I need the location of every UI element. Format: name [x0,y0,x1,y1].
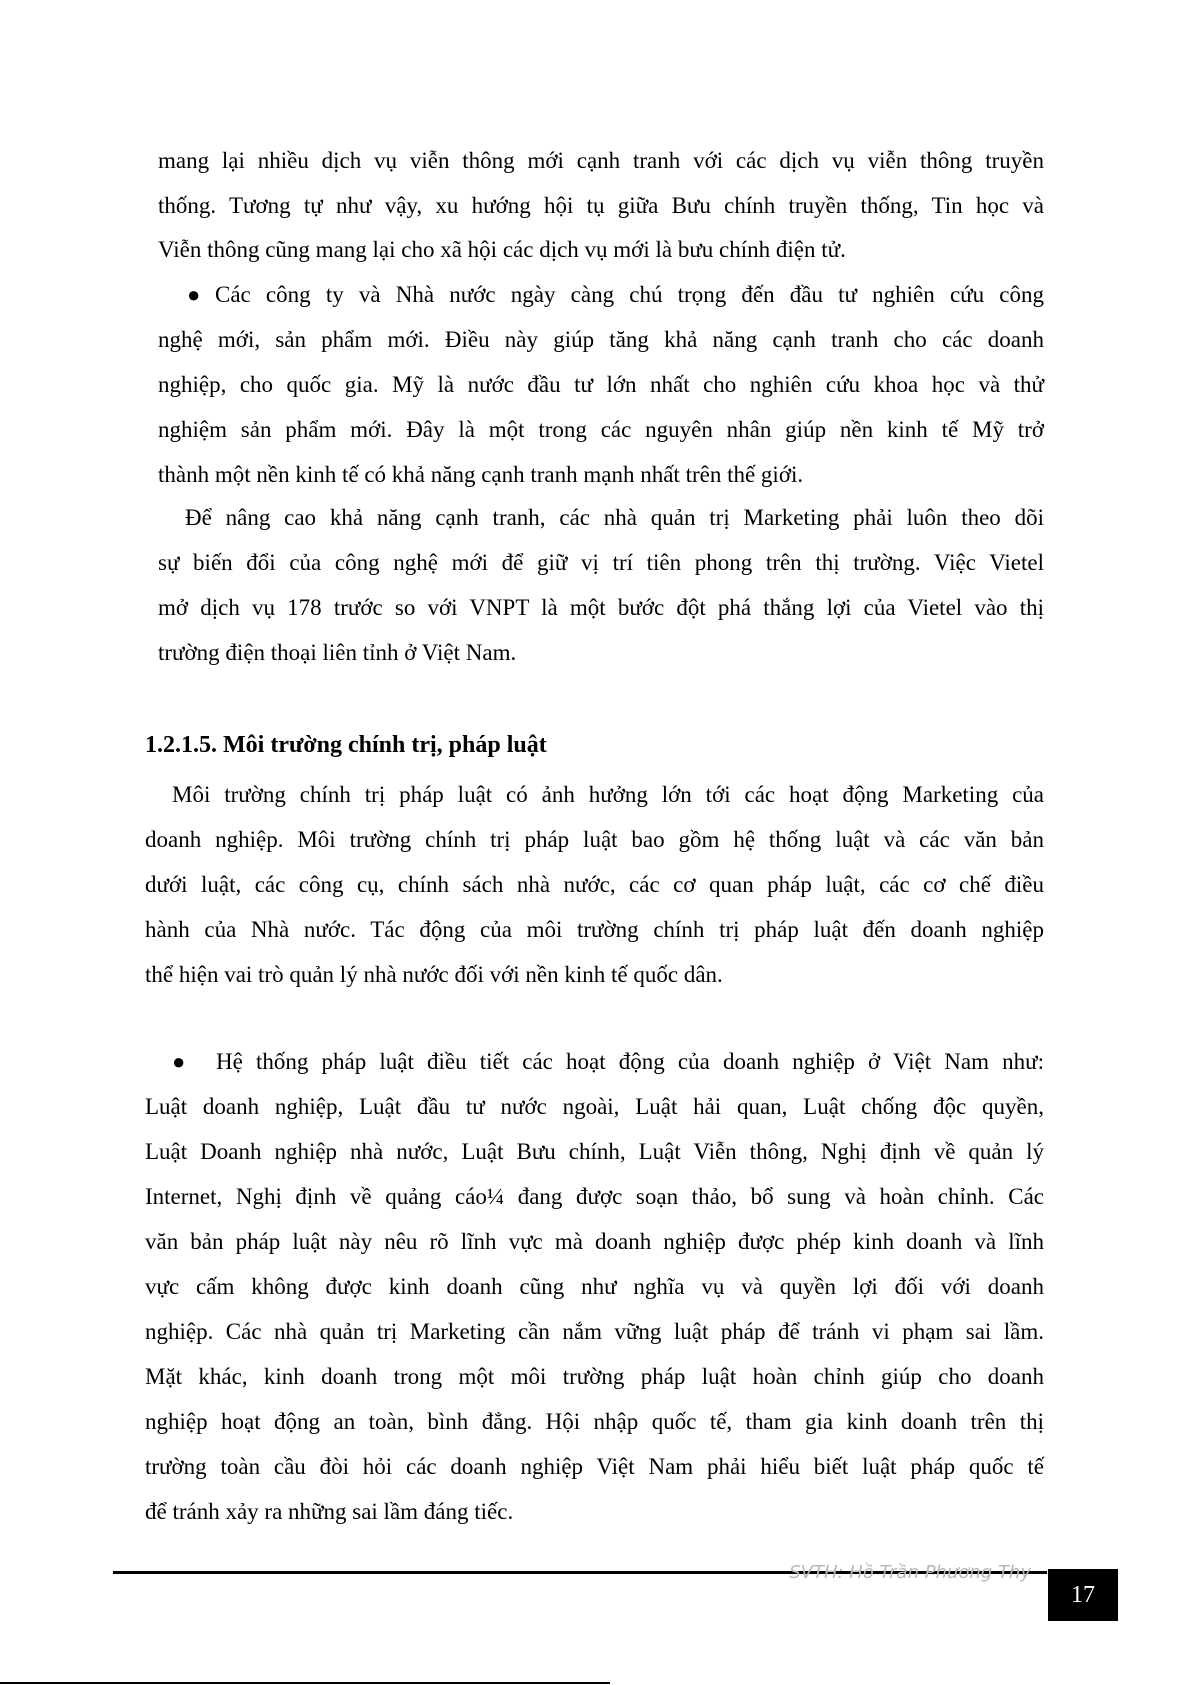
paragraph-line: Hệ thống pháp luật điều tiết các hoạt động của doanh nghiệp ở Việt Nam như: [216,1049,1044,1074]
paragraph-line: Viễn thông cũng mang lại cho xã hội các dịch vụ mới là bưu chính điện tử. [158,237,846,262]
page-number: 17 [1048,1569,1118,1621]
section-heading: 1.2.1.5. Môi trường chính trị, pháp luật [145,732,547,758]
paragraph-line: để tránh xảy ra những sai lầm đáng tiếc. [145,1499,514,1524]
paragraph-line: nghệ mới, sản phẩm mới. Điều này giúp tăng khả năng cạnh tranh cho các doanh [158,327,1044,352]
paragraph-line: nghiệp, cho quốc gia. Mỹ là nước đầu tư lớn nhất cho nghiên cứu khoa học và thử [158,372,1044,397]
paragraph-line: Internet, Nghị định về quảng cáo¼ đang được soạn thảo, bổ sung và hoàn chỉnh. Các [145,1184,1044,1209]
paragraph-line: sự biến đổi của công nghệ mới để giữ vị trí tiên phong trên thị trường. Việc Vietel [158,550,1044,575]
paragraph-line: vực cấm không được kinh doanh cũng như nghĩa vụ và quyền lợi đối với doanh [145,1274,1044,1299]
bullet-icon: ● [172,1049,186,1074]
paragraph-line: thống. Tương tự như vậy, xu hướng hội tụ giữa Bưu chính truyền thống, Tin học và [158,193,1044,218]
paragraph-line: trường toàn cầu đòi hỏi các doanh nghiệp Việt Nam phải hiểu biết luật pháp quốc tế [145,1454,1044,1479]
footer-author: SVTH: Hồ Trần Phương Thy [789,1562,1031,1583]
paragraph-line: doanh nghiệp. Môi trường chính trị pháp luật bao gồm hệ thống luật và các văn bản [145,827,1044,852]
paragraph-line: dưới luật, các công cụ, chính sách nhà nước, các cơ quan pháp luật, các cơ chế điều [145,872,1044,897]
paragraph-line: thành một nền kinh tế có khả năng cạnh tranh mạnh nhất trên thế giới. [158,462,804,487]
bullet-icon: ● [187,282,201,307]
paragraph-line: Các công ty và Nhà nước ngày càng chú trọng đến đầu tư nghiên cứu công [215,282,1044,307]
paragraph-line: văn bản pháp luật này nêu rõ lĩnh vực mà doanh nghiệp được phép kinh doanh và lĩnh [145,1229,1044,1254]
paragraph-line: nghiệp. Các nhà quản trị Marketing cần nắm vững luật pháp để tránh vi phạm sai lầm. [145,1319,1044,1344]
paragraph-line: nghiệm sản phẩm mới. Đây là một trong các nguyên nhân giúp nền kinh tế Mỹ trở [158,417,1044,442]
paragraph-line: nghiệp hoạt động an toàn, bình đẳng. Hội nhập quốc tế, tham gia kinh doanh trên thị [145,1409,1044,1434]
paragraph-line: Môi trường chính trị pháp luật có ảnh hưởng lớn tới các hoạt động Marketing của [172,782,1044,807]
paragraph-line: Luật doanh nghiệp, Luật đầu tư nước ngoài, Luật hải quan, Luật chống độc quyền, [145,1094,1044,1119]
paragraph-line: Mặt khác, kinh doanh trong một môi trường pháp luật hoàn chỉnh giúp cho doanh [145,1364,1044,1389]
paragraph-line: Luật Doanh nghiệp nhà nước, Luật Bưu chính, Luật Viễn thông, Nghị định về quản lý [145,1139,1044,1164]
paragraph-line: mang lại nhiều dịch vụ viễn thông mới cạnh tranh với các dịch vụ viễn thông truyền [158,148,1044,173]
bottom-divider [0,1682,610,1684]
paragraph-line: thể hiện vai trò quản lý nhà nước đối với nền kinh tế quốc dân. [145,962,723,987]
paragraph-line: trường điện thoại liên tỉnh ở Việt Nam. [158,640,517,665]
paragraph-line: hành của Nhà nước. Tác động của môi trường chính trị pháp luật đến doanh nghiệp [145,917,1044,942]
paragraph-line: mở dịch vụ 178 trước so với VNPT là một bước đột phá thắng lợi của Vietel vào thị [158,595,1044,620]
paragraph-line: Để nâng cao khả năng cạnh tranh, các nhà quản trị Marketing phải luôn theo dõi [185,505,1044,530]
